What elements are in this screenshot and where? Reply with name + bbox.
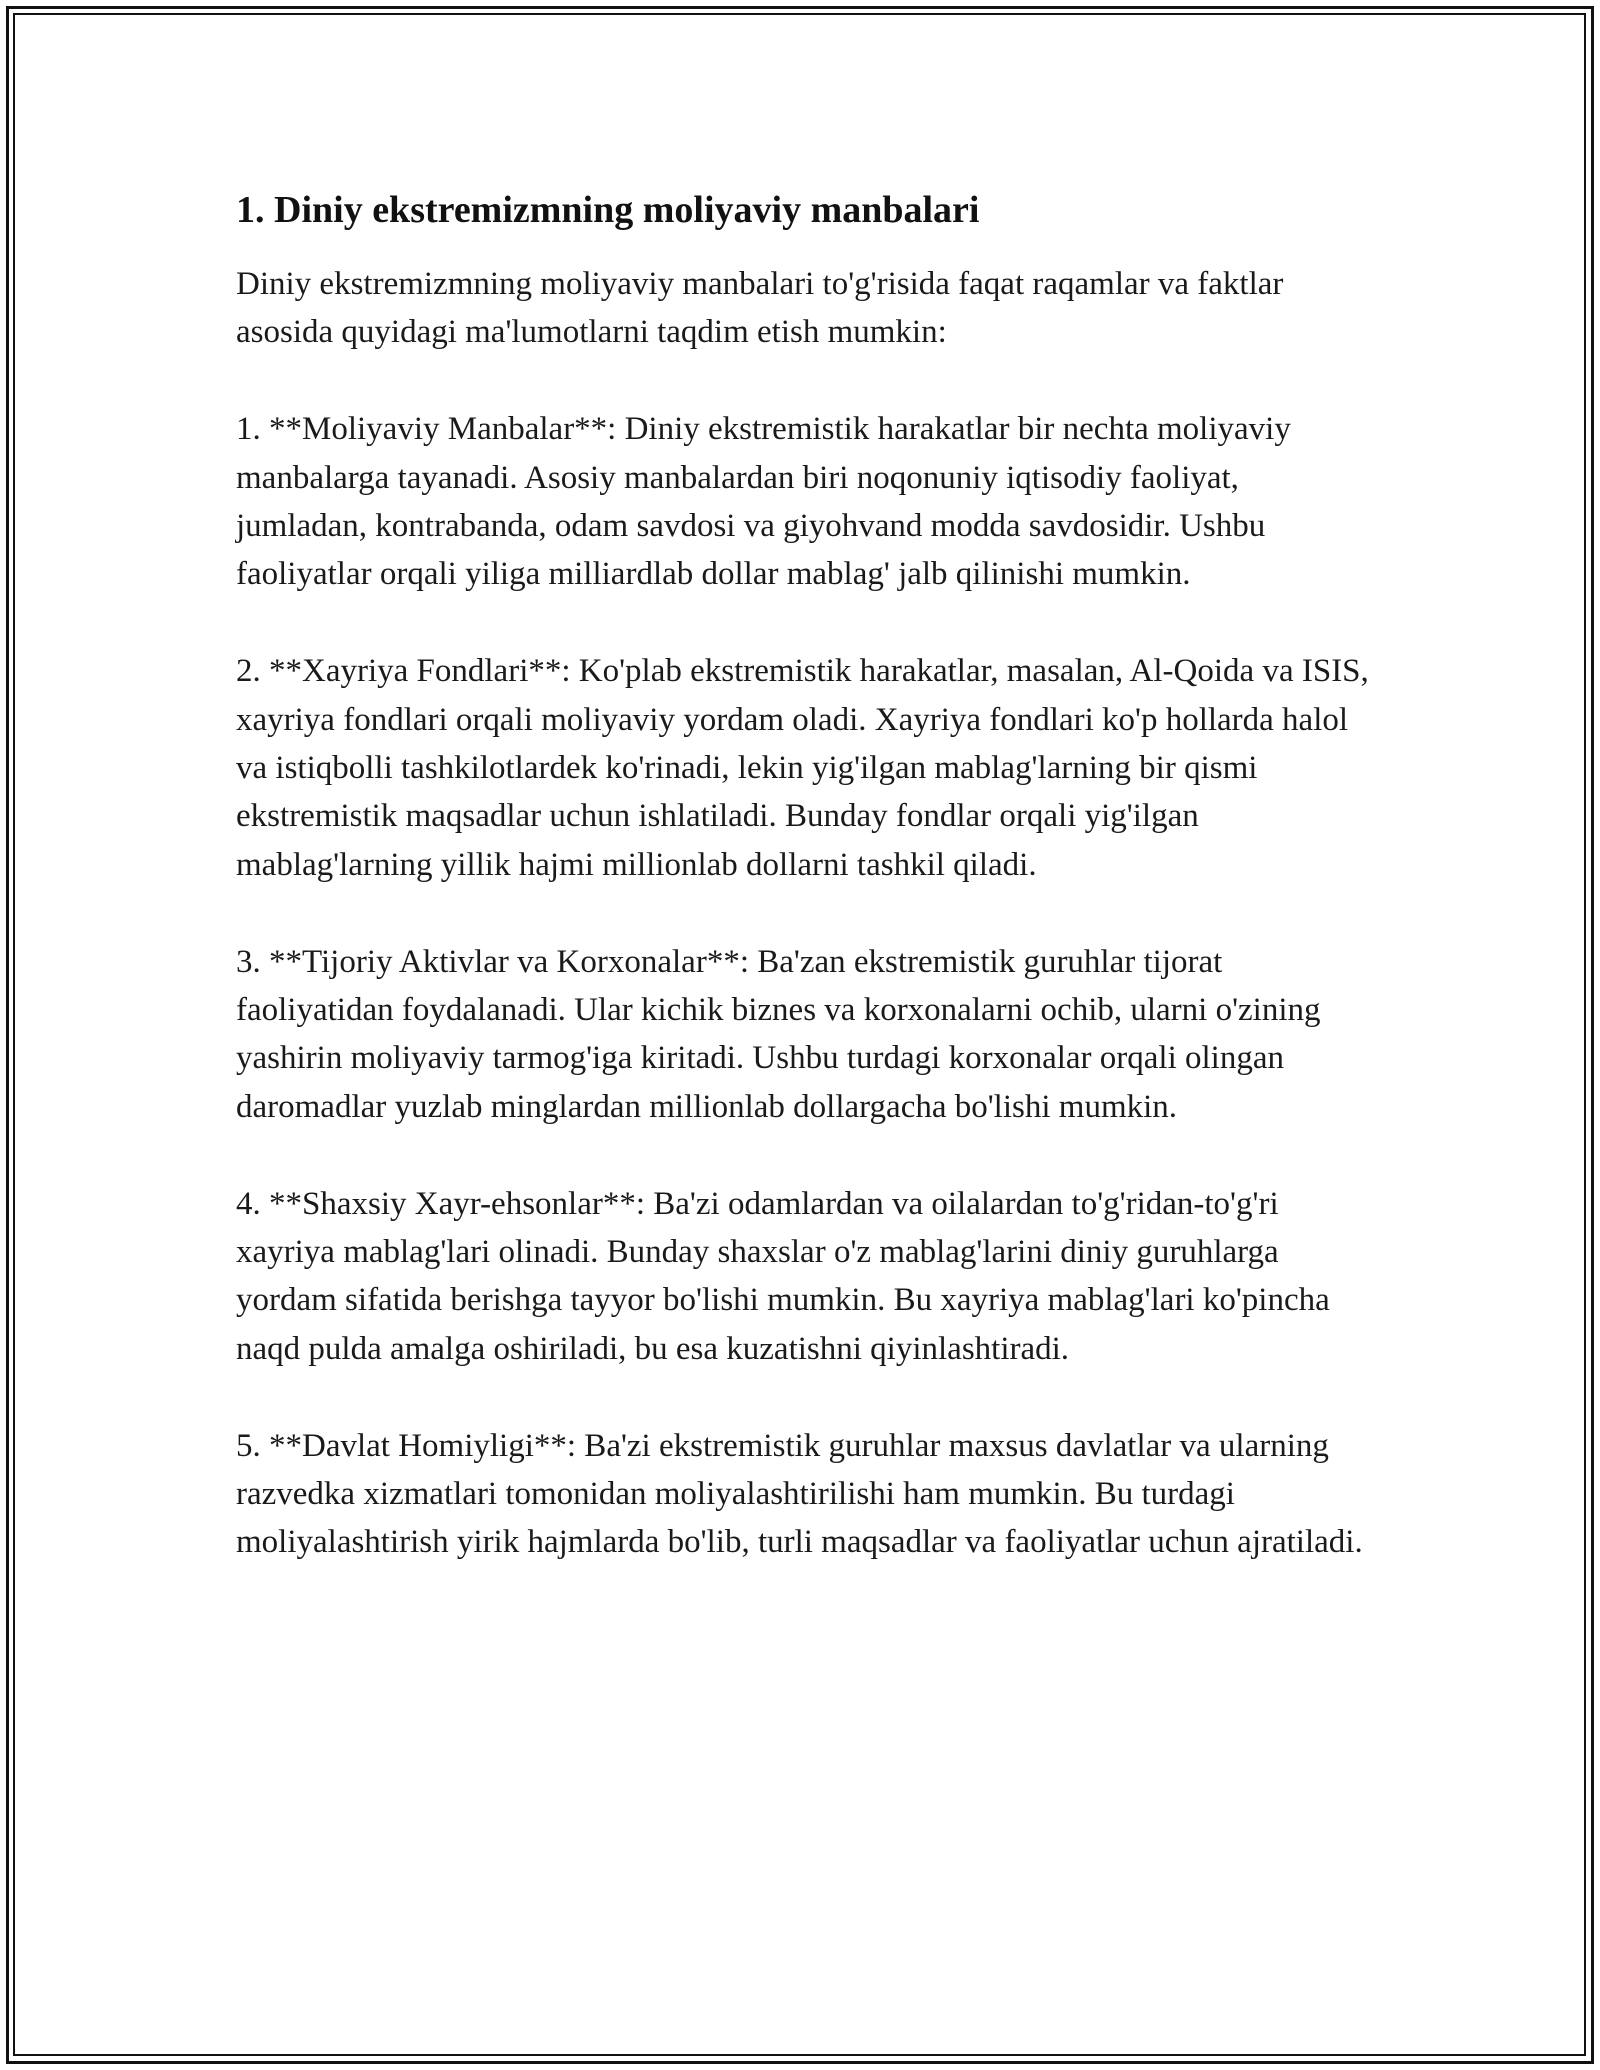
intro-paragraph: Diniy ekstremizmning moliyaviy manbalari to'g'risida faqat raqamlar va faktlar asosida quyidagi ma'lumotlarni taqdim etish mumkin: xyxy=(236,266,1284,351)
document-title: 1. Diniy ekstremizmning moliyaviy manbalari xyxy=(236,189,980,231)
list-item-personal-donations: 4. **Shaxsiy Xayr-ehsonlar**: Ba'zi odamlardan va oilalardan to'g'ridan-to'g'ri xayriya mablag'lari olinadi. Bunday shaxslar o'z mablag'larini diniy guruhlarga yordam sifatida berishga tayyor bo'lishi mumkin. Bu xayriya mablag'lari ko'pincha naqd pulda amalga oshiriladi, bu esa kuzatishni qiyinlashtiradi. xyxy=(236,1185,1330,1367)
list-item-commercial-assets: 3. **Tijoriy Aktivlar va Korxonalar**: Ba'zan ekstremistik guruhlar tijorat faoliyatidan foydalanadi. Ular kichik biznes va korxonalarni ochib, ularni o'zining yashirin moliyaviy tarmog'iga kiritadi. Ushbu turdagi korxonalar orqali olingan daromadlar yuzlab minglardan millionlab dollargacha bo'lishi mumkin. xyxy=(236,943,1321,1125)
list-item-state-sponsorship: 5. **Davlat Homiyligi**: Ba'zi ekstremistik guruhlar maxsus davlatlar va ularning razvedka xizmatlari tomonidan moliyalashtirilishi ham mumkin. Bu turdagi moliyalashtirish yirik hajmlarda bo'lib, turli maqsadlar va faoliyatlar uchun ajratiladi. xyxy=(236,1427,1363,1561)
list-item-financial-sources: 1. **Moliyaviy Manbalar**: Diniy ekstremistik harakatlar bir nechta moliyaviy manbalarga tayanadi. Asosiy manbalardan biri noqonuniy iqtisodiy faoliyat, jumladan, kontrabanda, odam savdosi va giyohvand modda savdosidir. Ushbu faoliyatlar orqali yiliga milliardlab dollar mablag' jalb qilinishi mumkin. xyxy=(236,411,1291,593)
document-body xyxy=(236,186,1376,1615)
list-item-charity-funds: 2. **Xayriya Fondlari**: Ko'plab ekstremistik harakatlar, masalan, Al-Qoida va ISIS, xayriya fondlari orqali moliyaviy yordam oladi. Xayriya fondlari ko'p hollarda halol va istiqbolli tashkilotlardek ko'rinadi, lekin yig'ilgan mablag'larning bir qismi ekstremistik maqsadlar uchun ishlatiladi. Bunday fondlar orqali yig'ilgan mablag'larning yillik hajmi millionlab dollarni tashkil qiladi. xyxy=(236,653,1369,883)
